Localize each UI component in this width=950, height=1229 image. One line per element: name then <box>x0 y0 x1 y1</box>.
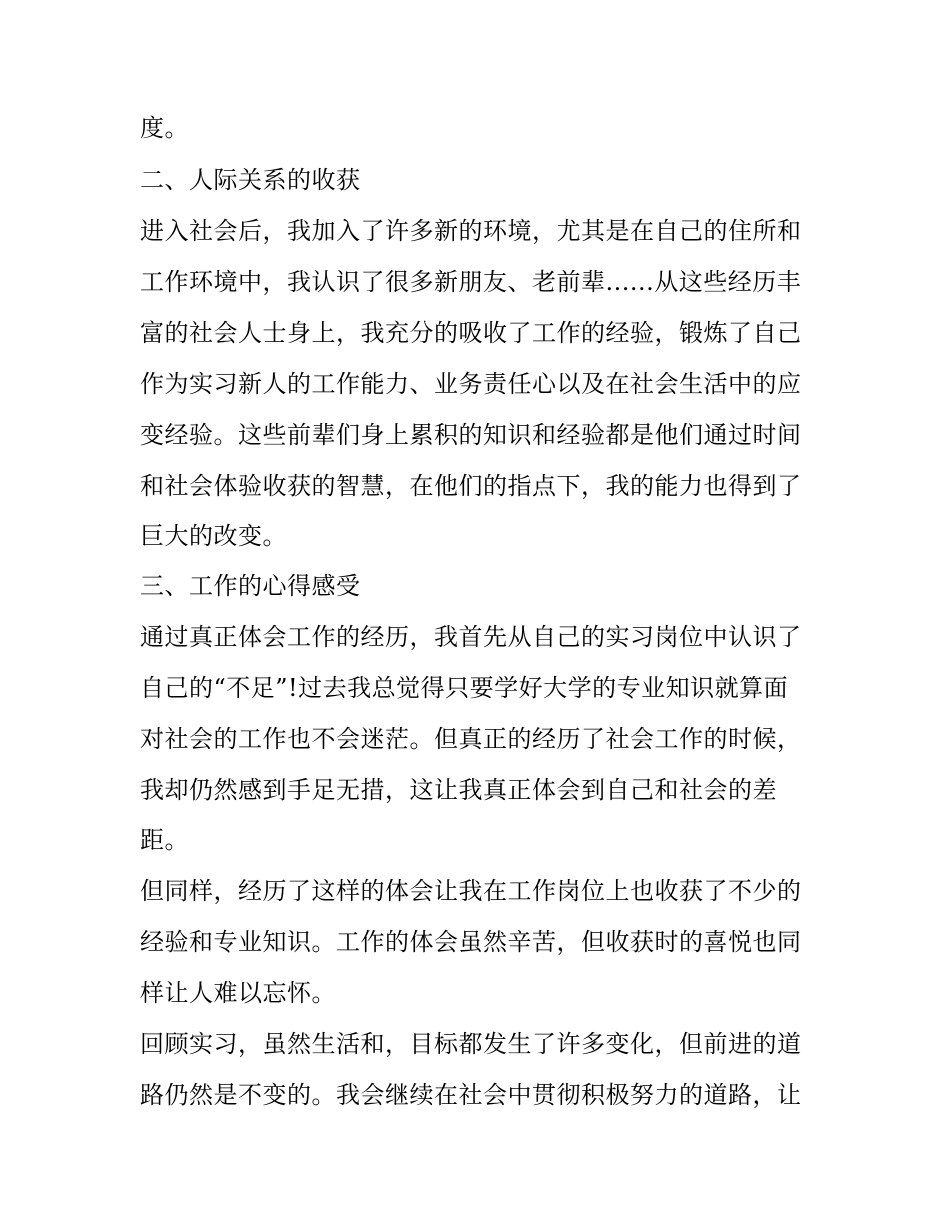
text-line: 对社会的工作也不会迷茫。但真正的经历了社会工作的时候， <box>140 725 802 753</box>
text-line: 巨大的改变。 <box>140 522 287 550</box>
text-line: 但同样，经历了这样的体会让我在工作岗位上也收获了不少的 <box>140 877 802 905</box>
text-line: 富的社会人士身上，我充分的吸收了工作的经验，锻炼了自己 <box>140 319 802 347</box>
text-line: 通过真正体会工作的经历，我首先从自己的实习岗位中认识了 <box>140 623 802 651</box>
text-line: 和社会体验收获的智慧，在他们的指点下，我的能力也得到了 <box>140 472 802 500</box>
text-line: 进入社会后，我加入了许多新的环境，尤其是在自己的住所和 <box>140 217 802 245</box>
text-line: 我却仍然感到手足无措，这让我真正体会到自己和社会的差 <box>140 776 777 804</box>
text-line: 工作环境中，我认识了很多新朋友、老前辈......从这些经历丰 <box>140 268 802 296</box>
text-line: 距。 <box>140 826 189 854</box>
text-line: 路仍然是不变的。我会继续在社会中贯彻积极努力的道路，让 <box>140 1081 802 1109</box>
text-line: 样让人难以忘怀。 <box>140 979 336 1007</box>
section-heading-work-insights: 三、工作的心得感受 <box>140 572 361 600</box>
text-line: 回顾实习，虽然生活和，目标都发生了许多变化，但前进的道 <box>140 1030 802 1058</box>
text-line: 经验和专业知识。工作的体会虽然辛苦，但收获时的喜悦也同 <box>140 928 802 956</box>
text-line: 度。 <box>140 114 189 142</box>
text-line: 变经验。这些前辈们身上累积的知识和经验都是他们通过时间 <box>140 421 802 449</box>
text-line: 作为实习新人的工作能力、业务责任心以及在社会生活中的应 <box>140 370 802 398</box>
text-line: 自己的“不足”!过去我总觉得只要学好大学的专业知识就算面 <box>140 674 789 702</box>
section-heading-relationships: 二、人际关系的收获 <box>140 166 361 194</box>
